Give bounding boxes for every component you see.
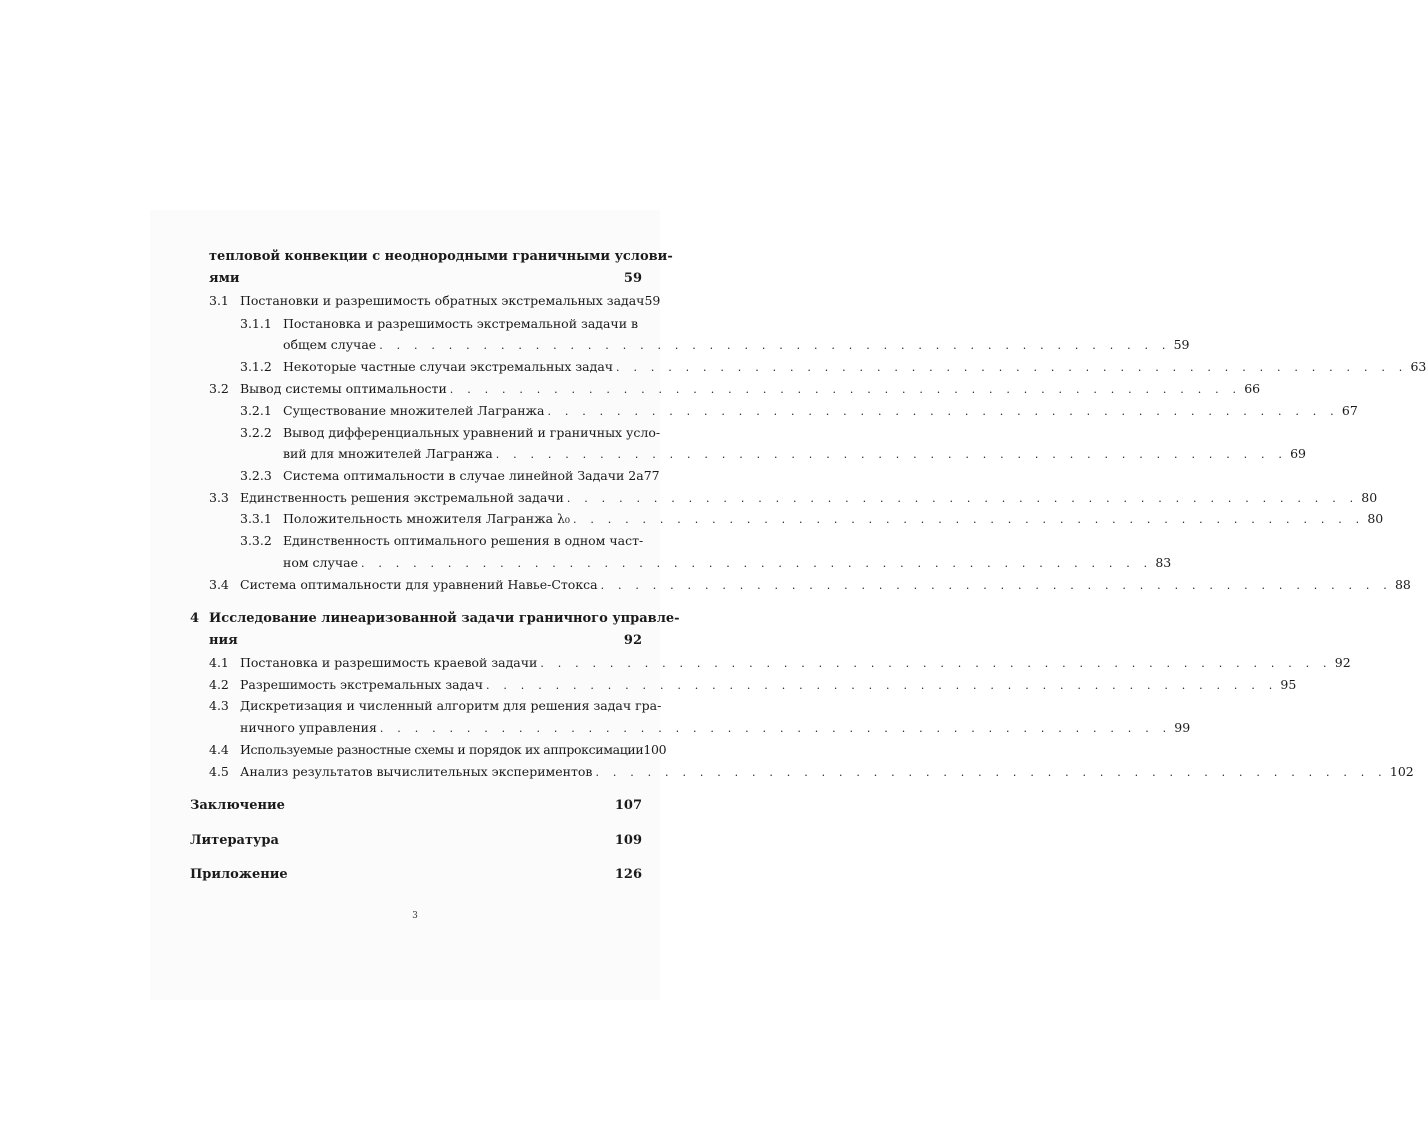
page-number: 92 — [1334, 655, 1351, 670]
subsection-title: Постановка и разрешимость экстремальной задачи в — [283, 316, 639, 331]
subsection-title: Положительность множителя Лагранжа λ₀ — [283, 511, 570, 526]
toc-entry-3-2-2-line1 — [283, 425, 661, 441]
toc-entry-conclusion[interactable] — [190, 798, 642, 814]
page-number: 95 — [1280, 677, 1297, 692]
dot-leader — [573, 512, 1364, 528]
dot-leader — [616, 360, 1407, 376]
toc-entry-3-3-2[interactable] — [283, 555, 1172, 572]
toc-entry-chapter-4[interactable] — [209, 633, 642, 649]
toc-entry-references[interactable] — [190, 833, 642, 849]
subsection-title: общем случае — [283, 337, 377, 352]
dot-leader — [361, 556, 1152, 572]
page-number: 100 — [643, 742, 667, 757]
page-number: 109 — [614, 833, 642, 848]
section-title: Анализ результатов вычислительных экспериментов — [240, 764, 593, 779]
page-number: 59 — [644, 293, 661, 308]
dot-leader — [601, 578, 1392, 594]
subsection-title: Некоторые частные случаи экстремальных задач — [283, 359, 614, 374]
dot-leader — [547, 404, 1338, 420]
page-number: 102 — [1389, 764, 1414, 779]
footer-page-number: 3 — [412, 911, 418, 921]
dot-leader — [496, 447, 1287, 463]
toc-entry-3-3[interactable] — [240, 490, 1378, 507]
dot-leader — [540, 656, 1331, 672]
page-number: 59 — [1173, 337, 1190, 352]
toc-entry-3-2-3[interactable] — [283, 468, 660, 484]
section-title: Единственность решения экстремальной задачи — [240, 490, 564, 505]
section-title: Система оптимальности для уравнений Навье-Стокса — [240, 577, 598, 592]
toc-entry-3-2-2[interactable] — [283, 446, 1307, 463]
page-number: 63 — [1410, 359, 1426, 374]
page-number: 69 — [1290, 446, 1307, 461]
toc-entry-4-5[interactable] — [240, 764, 1414, 781]
subsection-title: вий для множителей Лагранжа — [283, 446, 493, 461]
page-number: 77 — [643, 468, 660, 483]
subsection-number: 3.2.2 — [240, 425, 272, 440]
toc-entry-3-3-1[interactable] — [283, 511, 1384, 528]
section-number: 3.4 — [209, 577, 229, 592]
chapter-title-text: ния — [209, 633, 238, 648]
chapter-title-text: тепловой конвекции с неоднородными граничными услови- — [209, 249, 673, 264]
section-number: 4.5 — [209, 764, 229, 779]
chapter-title-line1 — [209, 249, 673, 265]
section-title: Вывод системы оптимальности — [240, 381, 447, 396]
dot-leader — [380, 721, 1171, 737]
section-number: 3.2 — [209, 381, 229, 396]
chapter-number: 4 — [190, 611, 200, 626]
subsection-number: 3.2.3 — [240, 468, 272, 483]
section-title: Дискретизация и численный алгоритм для решения задач гра- — [240, 698, 662, 713]
page-number: 80 — [1361, 490, 1378, 505]
backmatter-title: Литература — [190, 833, 279, 848]
subsection-number: 3.1.1 — [240, 316, 272, 331]
section-number: 4.1 — [209, 655, 229, 670]
section-number: 3.1 — [209, 293, 229, 308]
page-number: 92 — [623, 633, 642, 648]
section-number: 4.4 — [209, 742, 229, 757]
page-number: 88 — [1394, 577, 1411, 592]
page-number: 80 — [1367, 511, 1384, 526]
chapter-title-text: Исследование линеаризованной задачи граничного управле- — [209, 611, 680, 626]
toc-entry-3-2[interactable] — [240, 381, 1261, 398]
section-number: 4.3 — [209, 698, 229, 713]
section-title: Используемые разностные схемы и порядок их аппроксимации — [240, 742, 644, 757]
page-number: 66 — [1244, 381, 1261, 396]
dot-leader — [567, 491, 1358, 507]
page-number: 126 — [614, 867, 642, 882]
toc-entry-3-1[interactable] — [240, 293, 661, 309]
subsection-number: 3.3.1 — [240, 511, 272, 526]
backmatter-title: Приложение — [190, 867, 288, 882]
toc-entry-4-1[interactable] — [240, 655, 1351, 672]
page-number: 99 — [1174, 720, 1191, 735]
toc-entry-3-1-1[interactable] — [283, 337, 1190, 354]
toc-entry-4-4[interactable] — [240, 742, 667, 758]
section-title: Разрешимость экстремальных задач — [240, 677, 484, 692]
toc-entry-3-1-1-line1 — [283, 316, 639, 332]
section-title: Постановка и разрешимость краевой задачи — [240, 655, 538, 670]
page-number: 83 — [1155, 555, 1172, 570]
dot-leader — [486, 678, 1277, 694]
toc-entry-3-3-2-line1 — [283, 533, 644, 549]
chapter-title-text: ями — [209, 271, 240, 286]
page-number: 67 — [1341, 403, 1358, 418]
dot-leader — [450, 382, 1241, 398]
toc-entry-4-3[interactable] — [240, 720, 1191, 737]
subsection-title: ном случае — [283, 555, 358, 570]
page-number: 107 — [614, 798, 642, 813]
subsection-title: Существование множителей Лагранжа — [283, 403, 545, 418]
subsection-number: 3.1.2 — [240, 359, 272, 374]
subsection-title: Система оптимальности в случае линейной Задачи 2а — [283, 468, 644, 483]
subsection-title: Вывод дифференциальных уравнений и граничных усло- — [283, 425, 661, 440]
subsection-title: Единственность оптимального решения в одном част- — [283, 533, 644, 548]
section-number: 4.2 — [209, 677, 229, 692]
chapter-title-line1 — [209, 611, 680, 627]
toc-entry-4-2[interactable] — [240, 677, 1297, 694]
dot-leader — [595, 765, 1386, 781]
section-title: Постановки и разрешимость обратных экстремальных задач — [240, 293, 645, 308]
dot-leader — [379, 338, 1170, 354]
subsection-number: 3.3.2 — [240, 533, 272, 548]
toc-entry-3-2-1[interactable] — [283, 403, 1358, 420]
subsection-number: 3.2.1 — [240, 403, 272, 418]
backmatter-title: Заключение — [190, 798, 285, 813]
toc-entry-appendix[interactable] — [190, 867, 642, 883]
toc-entry-4-3-line1 — [240, 698, 662, 714]
section-number: 3.3 — [209, 490, 229, 505]
section-title: ничного управления — [240, 720, 377, 735]
toc-entry-3-1-2[interactable] — [283, 359, 1426, 376]
chapter-title-line2[interactable] — [209, 271, 642, 287]
toc-entry-3-4[interactable] — [240, 577, 1411, 594]
page-number: 59 — [623, 271, 642, 286]
